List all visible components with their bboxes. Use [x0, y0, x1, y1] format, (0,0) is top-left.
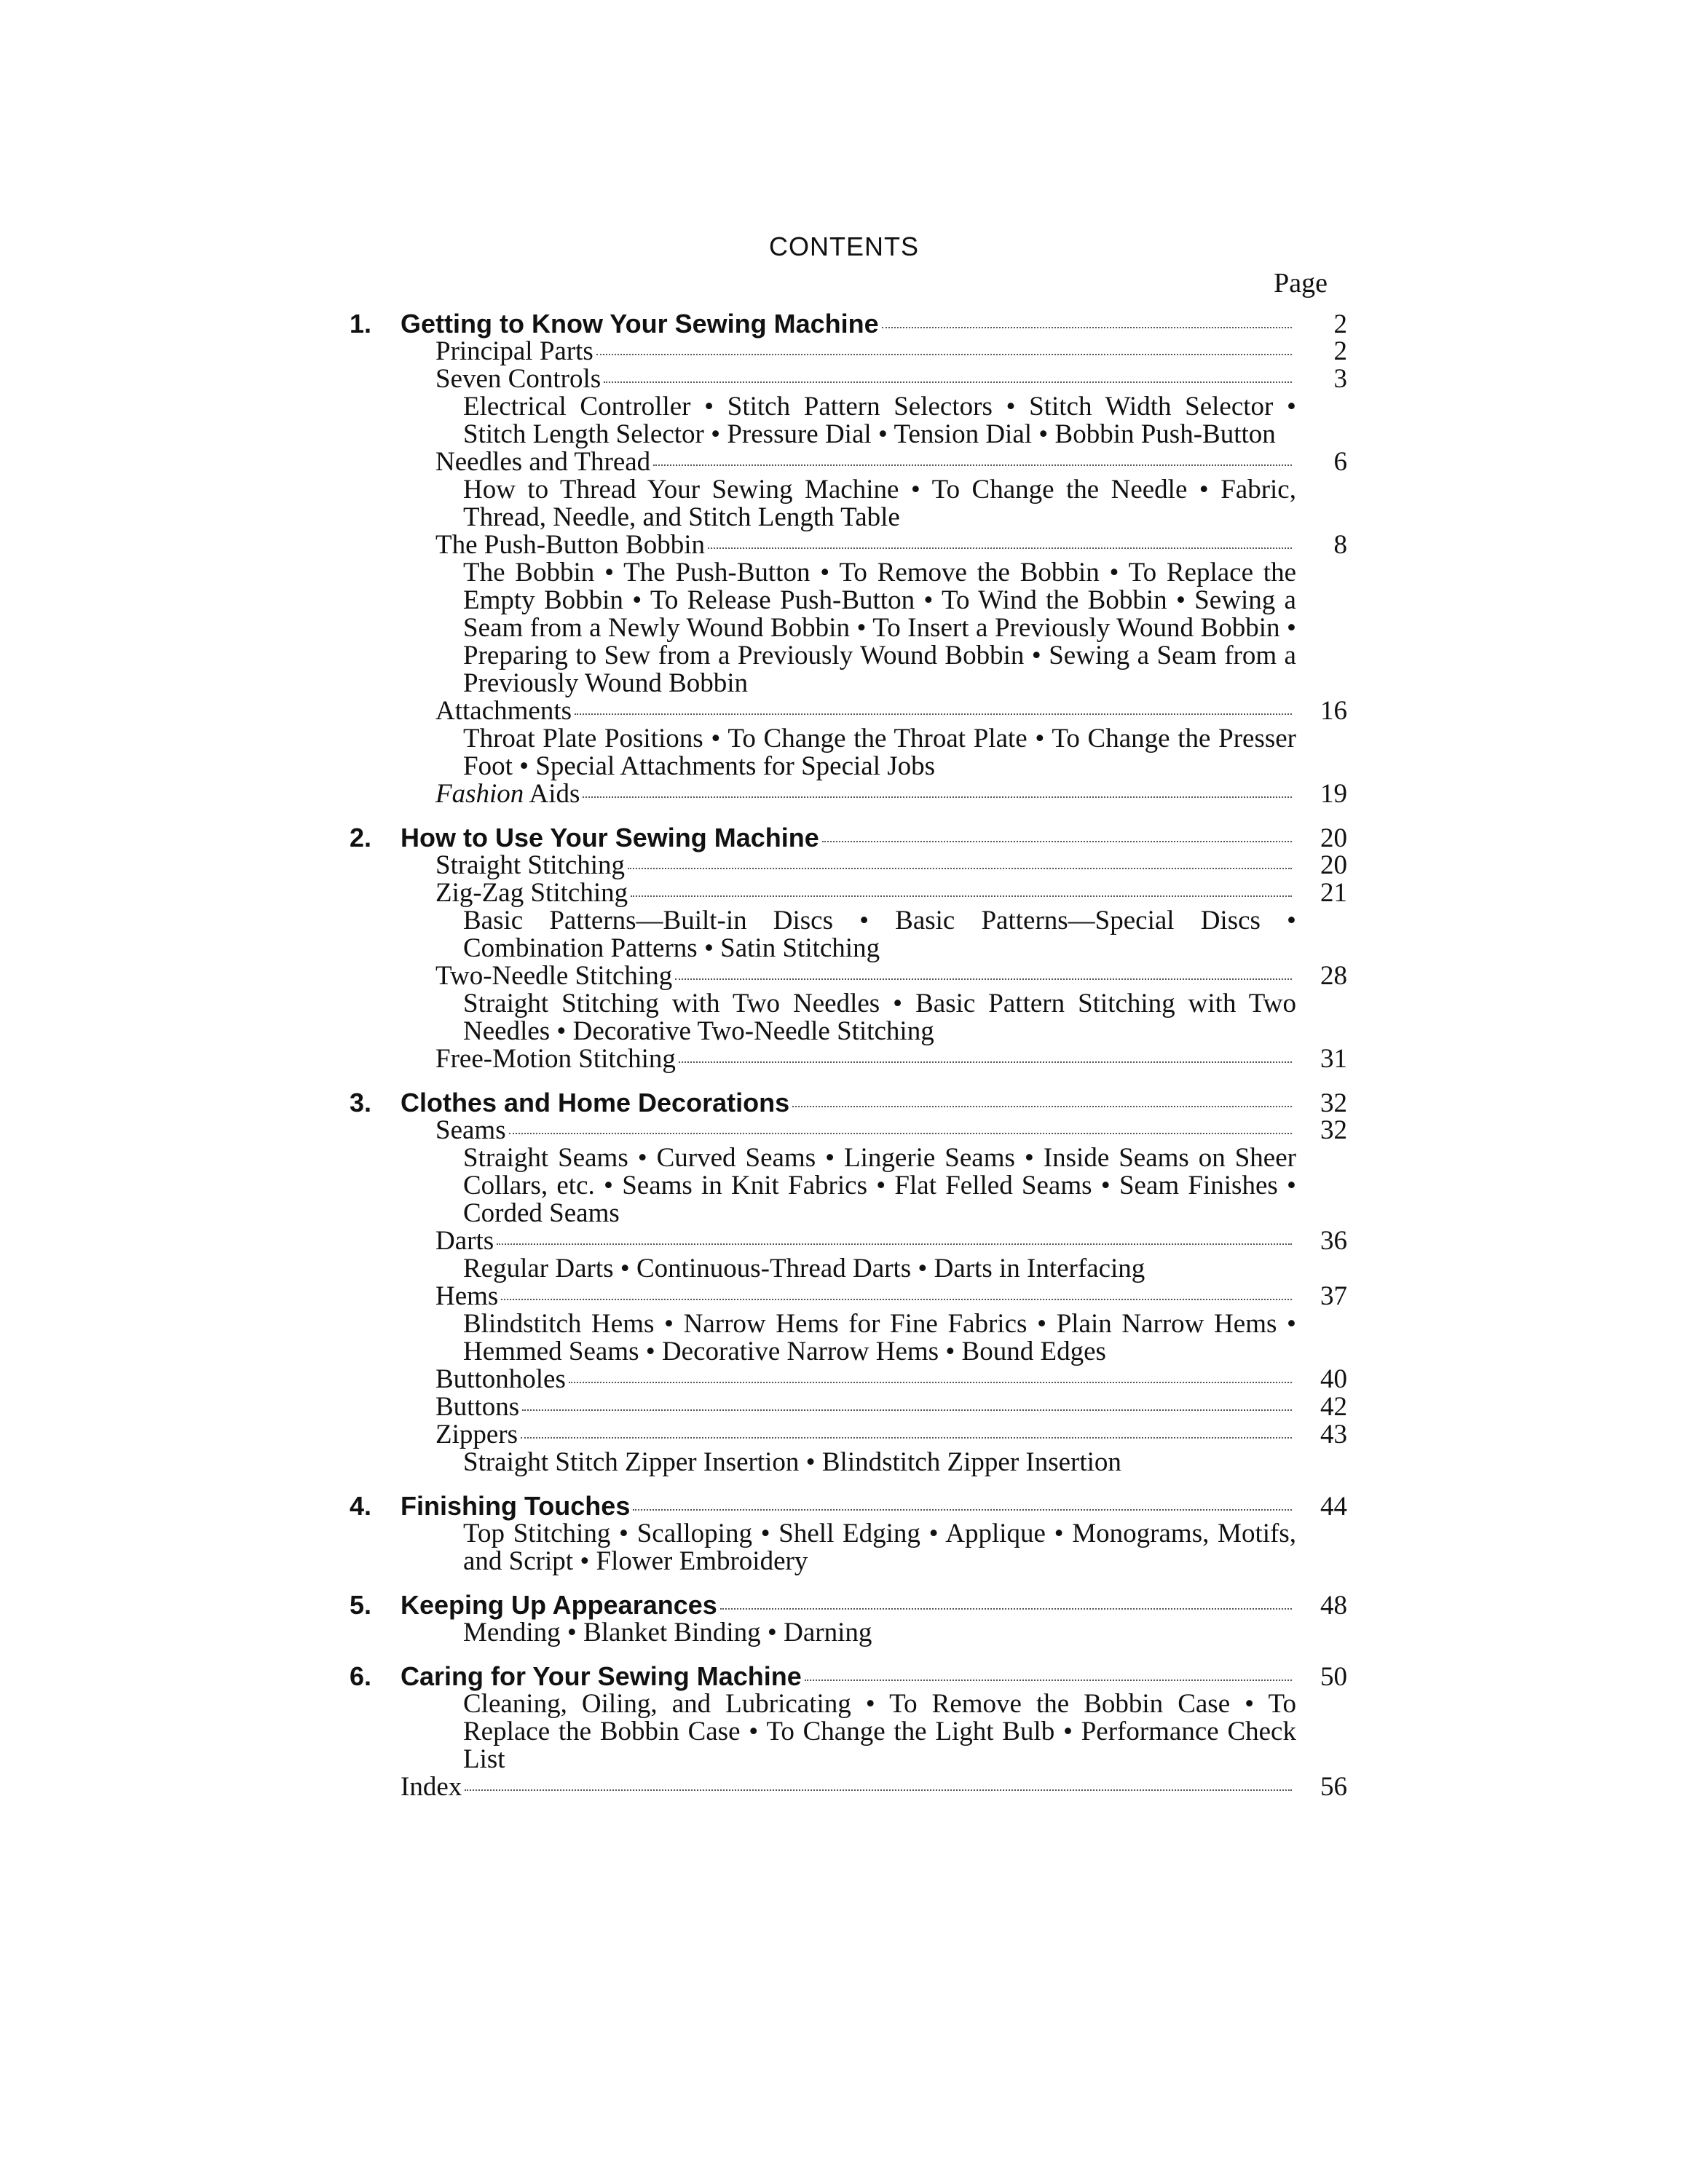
toc-entry [350, 697, 1347, 725]
toc-entry [350, 780, 1347, 808]
entry-page-number: 42 [1320, 1392, 1347, 1422]
detail-topic: • To Replace the Empty Bobbin [463, 558, 1296, 615]
entry-details [350, 1449, 1347, 1476]
entry-page-number: 28 [1320, 961, 1347, 991]
detail-topic: Electrical Controller [463, 392, 691, 422]
toc-entry [350, 1283, 1347, 1310]
detail-topic: • The Push-Button [594, 558, 810, 587]
detail-topic: • Bobbin Push-Button [1032, 419, 1276, 449]
entry-page-number: 6 [1333, 447, 1347, 477]
entry-details [350, 1255, 1347, 1283]
entry-title-italic: Fashion [435, 779, 524, 809]
detail-topic: • To Remove the Bobbin [811, 558, 1100, 587]
section-title: Clothes and Home Decorations [401, 1088, 790, 1117]
entry-title: The Push-Button Bobbin [435, 530, 706, 560]
dot-leader [596, 354, 1292, 355]
detail-topic: • To Change the Needle [899, 475, 1187, 505]
detail-topic: • Scalloping [610, 1519, 752, 1548]
toc-entry [350, 531, 1347, 559]
dot-leader [583, 796, 1292, 798]
detail-topic: • To Remove the Bobbin Case [851, 1689, 1230, 1719]
entry-title: Two-Needle Stitching [435, 961, 673, 991]
section-number: 4. [350, 1491, 372, 1521]
detail-topic: Cleaning, Oiling, and Lubricating [463, 1689, 851, 1719]
toc-entry [350, 1117, 1347, 1144]
entry-details [350, 725, 1347, 780]
detail-topic: • Stitch Width Selector [993, 392, 1274, 422]
detail-topic: Throat Plate Positions [463, 724, 703, 753]
entry-title: Buttons [435, 1392, 520, 1422]
dot-leader [675, 978, 1292, 980]
dot-leader [521, 1437, 1292, 1439]
detail-topic: • Performance Check List [463, 1717, 1296, 1774]
toc-entry [350, 879, 1347, 907]
entry-title: Darts [435, 1226, 494, 1256]
section-title: Getting to Know Your Sewing Machine [401, 309, 879, 339]
section-title: Caring for Your Sewing Machine [401, 1661, 802, 1691]
toc-entry [350, 1045, 1347, 1073]
detail-topic: • Blindstitch Zipper Insertion [799, 1447, 1121, 1477]
entry-details [350, 476, 1347, 531]
entry-page-number: 16 [1320, 696, 1347, 726]
entry-details [350, 1619, 1347, 1647]
detail-topic: • Plain Narrow Hems [1027, 1309, 1277, 1339]
section-title: Finishing Touches [401, 1491, 631, 1521]
entry-page-number: 8 [1333, 530, 1347, 560]
detail-topic: • To Replace the Bobbin Case [463, 1689, 1296, 1746]
section-number: 6. [350, 1661, 372, 1691]
section-number: 5. [350, 1590, 372, 1620]
section-title: How to Use Your Sewing Machine [401, 823, 819, 852]
detail-topic: Basic Patterns—Built-in Discs [463, 906, 833, 935]
entry-details [350, 559, 1347, 697]
dot-leader [575, 713, 1292, 715]
section-page-number: 2 [1333, 309, 1347, 339]
detail-topic: • Flower Embroidery [573, 1546, 808, 1576]
entry-page-number: 37 [1320, 1281, 1347, 1311]
entry-page-number: 43 [1320, 1420, 1347, 1449]
entry-title: Free-Motion Stitching [435, 1044, 676, 1074]
toc-entry [350, 338, 1347, 365]
dot-leader [569, 1382, 1292, 1383]
detail-topic: • Corded Seams [463, 1171, 1296, 1228]
dot-leader [604, 381, 1292, 383]
detail-topic: • Decorative Narrow Hems [639, 1337, 939, 1366]
detail-topic: • Sewing a Seam from a Newly Wound Bobbin [463, 585, 1296, 643]
detail-topic: • Stitch Length Selector [463, 392, 1296, 449]
entry-details [350, 990, 1347, 1045]
detail-topic: • To Change the Throat Plate [703, 724, 1028, 753]
detail-topic: • Preparing to Sew from a Previously Wound Bobbin [463, 613, 1296, 670]
detail-topic: • Basic Pattern Stitching with Two Needles [463, 989, 1296, 1046]
toc-entry [350, 365, 1347, 393]
detail-topic: • Continuous-Thread Darts [614, 1254, 912, 1283]
section-page-number: 32 [1320, 1088, 1347, 1118]
detail-topic: • Bound Edges [939, 1337, 1106, 1366]
toc-entry [350, 1393, 1347, 1421]
detail-topic: • Curved Seams [628, 1143, 816, 1173]
section-number: 2. [350, 823, 372, 852]
entry-page-number: 21 [1320, 878, 1347, 908]
entry-page-number: 19 [1320, 779, 1347, 809]
section-heading [350, 824, 1347, 852]
detail-topic: How to Thread Your Sewing Machine [463, 475, 899, 505]
entry-details [350, 907, 1347, 962]
detail-topic: • To Change the Presser Foot [463, 724, 1296, 781]
entry-page-number: 3 [1333, 364, 1347, 394]
section-heading [350, 1663, 1347, 1690]
entry-title: Straight Stitching [435, 850, 626, 880]
section-heading [350, 310, 1347, 338]
toc-section [350, 310, 1347, 808]
detail-topic: • Seam Finishes [1092, 1171, 1278, 1200]
toc-entry [350, 852, 1347, 879]
toc-entry [350, 1227, 1347, 1255]
dot-leader [882, 327, 1292, 328]
detail-topic: • Darning [761, 1618, 872, 1647]
entry-title: Seams [435, 1115, 506, 1145]
section-page-number: 20 [1320, 823, 1347, 853]
entry-title: Buttonholes [435, 1364, 566, 1394]
dot-leader [465, 1789, 1292, 1791]
entry-title: Attachments [435, 696, 572, 726]
detail-topic: Straight Seams [463, 1143, 628, 1173]
detail-topic: • Fabric, Thread, Needle, and Stitch Length Table [463, 475, 1296, 532]
index-title: Index [401, 1772, 462, 1802]
dot-leader [628, 868, 1292, 869]
detail-topic: • Satin Stitching [698, 933, 880, 963]
detail-topic: Blindstitch Hems [463, 1309, 655, 1339]
detail-topic: Straight Stitch Zipper Insertion [463, 1447, 800, 1477]
entry-title: Seven Controls [435, 364, 602, 394]
entry-page-number: 36 [1320, 1226, 1347, 1256]
toc-section [350, 824, 1347, 1073]
dot-leader [720, 1608, 1292, 1610]
entry-details [350, 393, 1347, 448]
index-entry [350, 1773, 1347, 1801]
section-page-number: 44 [1320, 1492, 1347, 1522]
section-heading [350, 1492, 1347, 1520]
dot-leader [633, 1509, 1292, 1511]
detail-topic: • To Release Push-Button [623, 585, 915, 615]
detail-topic: • Decorative Two-Needle Stitching [550, 1016, 934, 1046]
entry-title: Principal Parts [435, 336, 593, 366]
dot-leader [501, 1299, 1292, 1300]
entry-details [350, 1310, 1347, 1366]
table-of-contents [350, 310, 1347, 1801]
section-title: Keeping Up Appearances [401, 1590, 717, 1620]
detail-topic: • To Wind the Bobbin [915, 585, 1167, 615]
page-title: CONTENTS [769, 232, 919, 261]
dot-leader [805, 1679, 1292, 1681]
dot-leader [653, 464, 1292, 466]
detail-topic: • Basic Patterns—Special Discs [833, 906, 1261, 935]
index-page-number: 56 [1320, 1772, 1347, 1802]
entry-page-number: 20 [1320, 850, 1347, 880]
dot-leader [792, 1106, 1292, 1107]
detail-topic: • Shell Edging [752, 1519, 920, 1548]
section-page-number: 48 [1320, 1591, 1347, 1621]
entry-details [350, 1144, 1347, 1227]
entry-title: Fashion Aids [435, 779, 580, 809]
toc-section [350, 1089, 1347, 1476]
detail-topic: • To Insert a Previously Wound Bobbin [850, 613, 1280, 643]
toc-section [350, 1663, 1347, 1773]
detail-topic: • Inside Seams on Sheer Collars, etc. [463, 1143, 1296, 1200]
dot-leader [708, 547, 1292, 549]
detail-topic: • Tension Dial [872, 419, 1032, 449]
entry-details [350, 1690, 1347, 1773]
section-number: 3. [350, 1088, 372, 1117]
detail-topic: • Stitch Pattern Selectors [690, 392, 992, 422]
entry-title: Needles and Thread [435, 447, 651, 477]
detail-topic: • Applique [920, 1519, 1046, 1548]
entry-page-number: 2 [1333, 336, 1347, 366]
detail-topic: • Narrow Hems for Fine Fabrics [654, 1309, 1027, 1339]
entry-page-number: 40 [1320, 1364, 1347, 1394]
detail-topic: • Pressure Dial [704, 419, 872, 449]
detail-topic: • Special Attachments for Special Jobs [513, 751, 935, 781]
detail-topic: • Monograms, Motifs, and Script [463, 1519, 1296, 1576]
dot-leader [509, 1133, 1292, 1134]
detail-topic: • Hemmed Seams [463, 1309, 1296, 1366]
detail-topic: • Seams in Knit Fabrics [595, 1171, 867, 1200]
detail-topic: Top Stitching [463, 1519, 611, 1548]
entry-page-number: 31 [1320, 1044, 1347, 1074]
detail-topic: • Lingerie Seams [816, 1143, 1015, 1173]
dot-leader [822, 841, 1292, 842]
detail-topic: • Combination Patterns [463, 906, 1296, 963]
dot-leader [522, 1409, 1292, 1411]
detail-topic: • Blanket Binding [561, 1618, 761, 1647]
section-heading [350, 1591, 1347, 1619]
entry-title: Zig-Zag Stitching [435, 878, 628, 908]
entry-details [350, 1520, 1347, 1575]
dot-leader [631, 895, 1292, 897]
dot-leader [679, 1061, 1292, 1063]
detail-topic: • To Change the Light Bulb [741, 1717, 1055, 1746]
detail-topic: Mending [463, 1618, 561, 1647]
toc-section [350, 1492, 1347, 1575]
section-page-number: 50 [1320, 1662, 1347, 1692]
entry-title: Hems [435, 1281, 499, 1311]
dot-leader [497, 1243, 1292, 1245]
toc-section [350, 1591, 1347, 1647]
toc-entry [350, 962, 1347, 990]
toc-entry [350, 448, 1347, 476]
entry-page-number: 32 [1320, 1115, 1347, 1145]
page-column-label: Page [1274, 268, 1328, 298]
detail-topic: • Darts in Interfacing [911, 1254, 1145, 1283]
toc-entry [350, 1421, 1347, 1449]
detail-topic: Straight Stitching with Two Needles [463, 989, 880, 1018]
detail-topic: Regular Darts [463, 1254, 614, 1283]
detail-topic: • Sewing a Seam from a Previously Wound Bobbin [463, 641, 1296, 698]
entry-title: Zippers [435, 1420, 518, 1449]
detail-topic: • Flat Felled Seams [867, 1171, 1092, 1200]
toc-entry [350, 1366, 1347, 1393]
section-number: 1. [350, 309, 372, 339]
detail-topic: The Bobbin [463, 558, 595, 587]
section-heading [350, 1089, 1347, 1117]
